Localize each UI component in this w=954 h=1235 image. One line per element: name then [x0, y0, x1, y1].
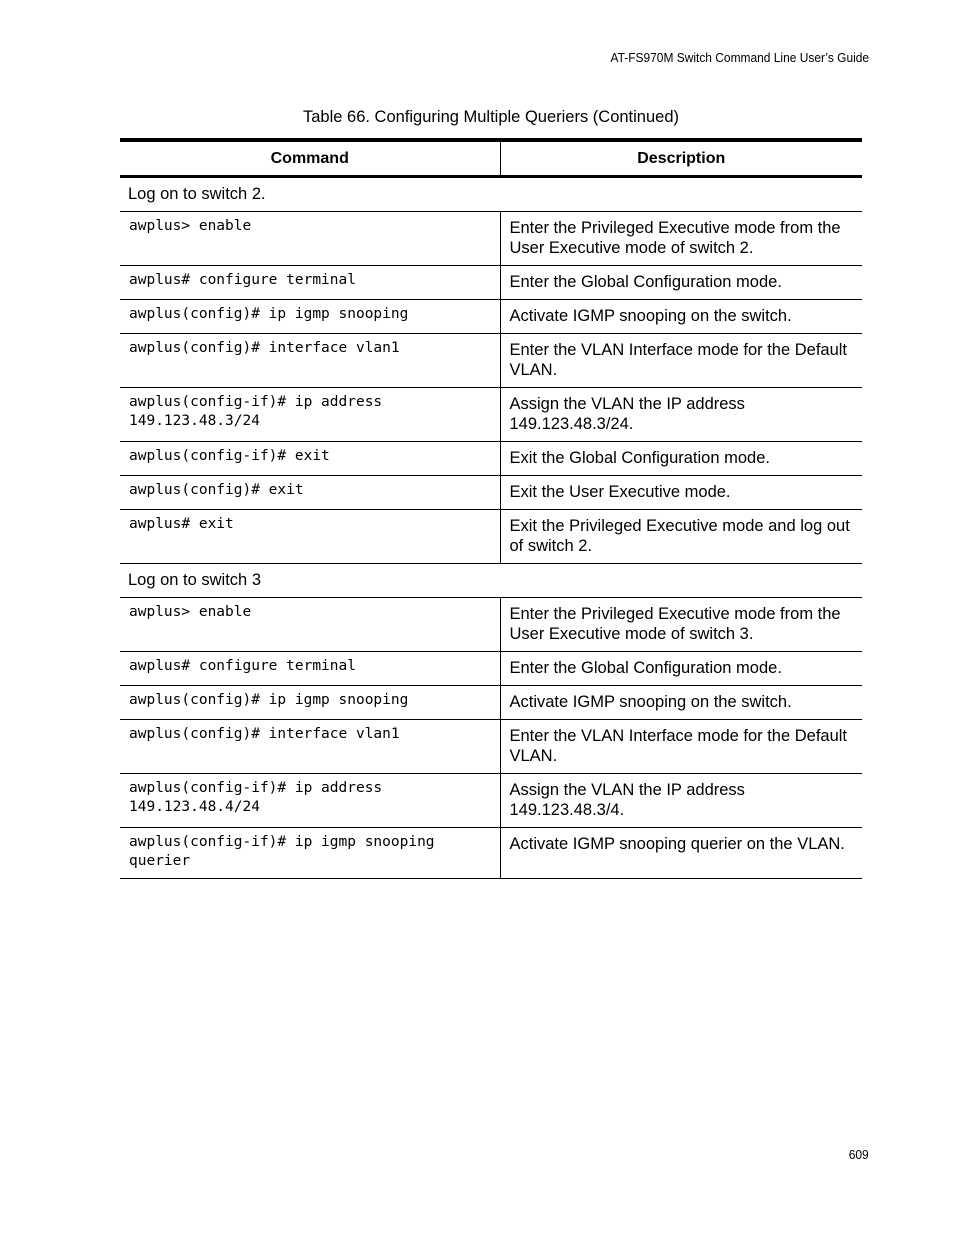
table-row	[120, 774, 862, 828]
command-cell: awplus# configure terminal	[120, 266, 500, 300]
command-cell: awplus(config)# interface vlan1	[120, 334, 500, 388]
command-cell: awplus(config-if)# ip igmp snooping querier	[120, 828, 500, 879]
description-cell: Enter the Global Configuration mode.	[500, 266, 862, 300]
description-cell: Enter the VLAN Interface mode for the Default VLAN.	[500, 720, 862, 774]
table-header-row	[120, 140, 862, 177]
description-cell: Activate IGMP snooping on the switch.	[500, 686, 862, 720]
section-row	[120, 177, 862, 212]
commands-table	[120, 138, 862, 879]
table-row	[120, 212, 862, 266]
command-cell: awplus> enable	[120, 598, 500, 652]
table-row	[120, 334, 862, 388]
table-row	[120, 266, 862, 300]
description-cell: Assign the VLAN the IP address 149.123.48.3/24.	[500, 388, 862, 442]
description-cell: Exit the User Executive mode.	[500, 476, 862, 510]
section-row	[120, 564, 862, 598]
command-cell: awplus# configure terminal	[120, 652, 500, 686]
table-body	[120, 177, 862, 879]
table-row	[120, 652, 862, 686]
table-row	[120, 686, 862, 720]
column-header-description: Description	[500, 140, 862, 177]
table-caption: Table 66. Configuring Multiple Queriers (Continued)	[302, 108, 680, 126]
section-label: Log on to switch 3	[120, 564, 862, 598]
table-row	[120, 442, 862, 476]
column-header-command: Command	[120, 140, 500, 177]
description-cell: Enter the Privileged Executive mode from the User Executive mode of switch 3.	[500, 598, 862, 652]
table-row	[120, 510, 862, 564]
command-cell: awplus(config-if)# exit	[120, 442, 500, 476]
description-cell: Exit the Privileged Executive mode and log out of switch 2.	[500, 510, 862, 564]
command-cell: awplus# exit	[120, 510, 500, 564]
section-label: Log on to switch 2.	[120, 177, 862, 212]
command-cell: awplus(config)# interface vlan1	[120, 720, 500, 774]
command-cell: awplus> enable	[120, 212, 500, 266]
command-cell: awplus(config-if)# ip address 149.123.48.4/24	[120, 774, 500, 828]
table-row	[120, 720, 862, 774]
table-row	[120, 598, 862, 652]
description-cell: Exit the Global Configuration mode.	[500, 442, 862, 476]
table-row	[120, 476, 862, 510]
command-cell: awplus(config)# ip igmp snooping	[120, 300, 500, 334]
description-cell: Activate IGMP snooping querier on the VLAN.	[500, 828, 862, 879]
command-cell: awplus(config)# ip igmp snooping	[120, 686, 500, 720]
table-row	[120, 300, 862, 334]
command-cell: awplus(config-if)# ip address 149.123.48.3/24	[120, 388, 500, 442]
table-row	[120, 388, 862, 442]
running-header: AT-FS970M Switch Command Line User’s Guide	[610, 50, 869, 65]
command-cell: awplus(config)# exit	[120, 476, 500, 510]
description-cell: Enter the VLAN Interface mode for the Default VLAN.	[500, 334, 862, 388]
description-cell: Assign the VLAN the IP address 149.123.48.3/4.	[500, 774, 862, 828]
table-row	[120, 828, 862, 879]
description-cell: Activate IGMP snooping on the switch.	[500, 300, 862, 334]
description-cell: Enter the Privileged Executive mode from the User Executive mode of switch 2.	[500, 212, 862, 266]
page-number: 609	[849, 1147, 869, 1162]
description-cell: Enter the Global Configuration mode.	[500, 652, 862, 686]
